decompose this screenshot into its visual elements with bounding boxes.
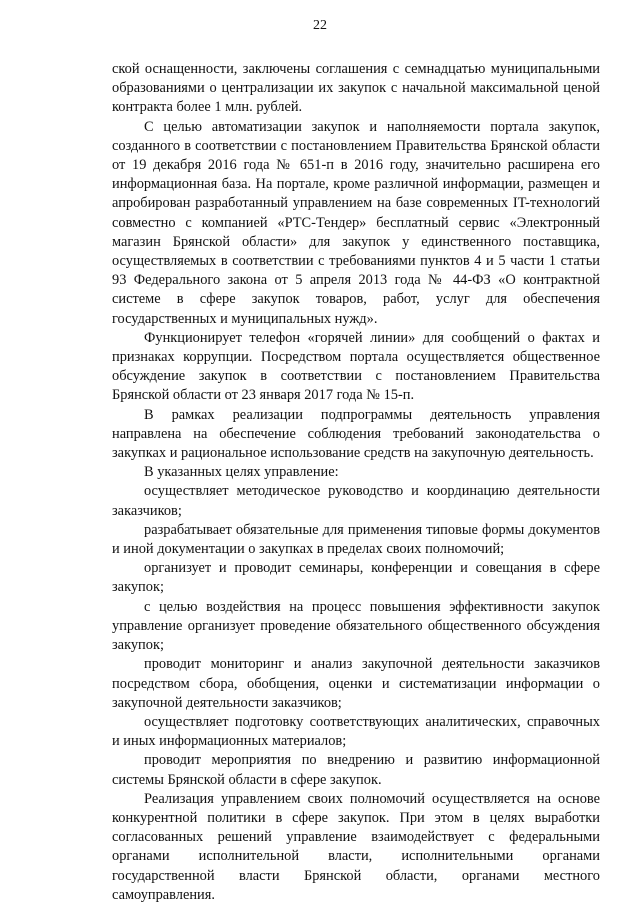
paragraph: Реализация управлением своих полномочий осуществляется на основе конкурентной политики в сфере закупок. При этом в целях выработки согласованных решений управление взаимодействует с федеральными органами исполнительной власти, исполнительными органами государственной власти Брянской области, органами местного самоуправления. bbox=[112, 790, 600, 903]
list-item: проводит мониторинг и анализ закупочной деятельности заказчиков посредством сбора, обобщения, оценки и систематизации информации о закупочной деятельности заказчиков; bbox=[112, 656, 600, 711]
list-item: с целью воздействия на процесс повышения эффективности закупок управление организует проведение обязательного общественного обсуждения закупок; bbox=[112, 598, 600, 654]
body-text bbox=[112, 60, 600, 905]
list-item: осуществляет подготовку соответствующих аналитических, справочных и иных информационных материалов; bbox=[112, 713, 600, 750]
paragraph: В указанных целях управление: bbox=[144, 464, 339, 481]
list-item: организует и проводит семинары, конференции и совещания в сфере закупок; bbox=[112, 560, 600, 596]
page-number: 22 bbox=[313, 18, 327, 33]
paragraph: Функционирует телефон «горячей линии» для сообщений о фактах и признаках коррупции. Посредством портала осуществляется общественное обсуждение закупок в соответствии с постановлением Правительства Брянской области от 23 января 2017 года № 15-п. bbox=[112, 329, 600, 404]
paragraph: ской оснащенности, заключены соглашения с семнадцатью муниципальными образованиями о централизации их закупок с начальной максимальной ценой контракта более 1 млн. рублей. bbox=[112, 61, 600, 116]
list-item: осуществляет методическое руководство и координацию деятельности заказчиков; bbox=[112, 483, 600, 519]
paragraph: В рамках реализации подпрограммы деятельность управления направлена на обеспечение соблюдения требований законодательства о закупках и рациональное использование средств на закупочную деятельность. bbox=[112, 406, 600, 462]
paragraph: С целью автоматизации закупок и наполняемости портала закупок, созданного в соответствии с постановлением Правительства Брянской области от 19 декабря 2016 года № 651-п в 2016 году, значительно расширена его информационная база. На портале, кроме различной информации, размещен и апробирован разработанный управлением на базе современных IT-технологий совместно с компанией «РТС-Тендер» бесплатный сервис «Электронный магазин Брянской области» для закупок у единственного поставщика, осуществляемых в соответствии с требованиями пунктов 4 и 5 части 1 статьи 93 Федерального закона от 5 апреля 2013 года № 44-ФЗ «О контрактной системе в сфере закупок товаров, работ, услуг для обеспечения государственных и муниципальных нужд». bbox=[112, 118, 600, 327]
list-item: проводит мероприятия по внедрению и развитию информационной системы Брянской области в сфере закупок. bbox=[112, 752, 600, 788]
list-item: разрабатывает обязательные для применения типовые формы документов и иной документации о закупках в пределах своих полномочий; bbox=[112, 521, 600, 558]
